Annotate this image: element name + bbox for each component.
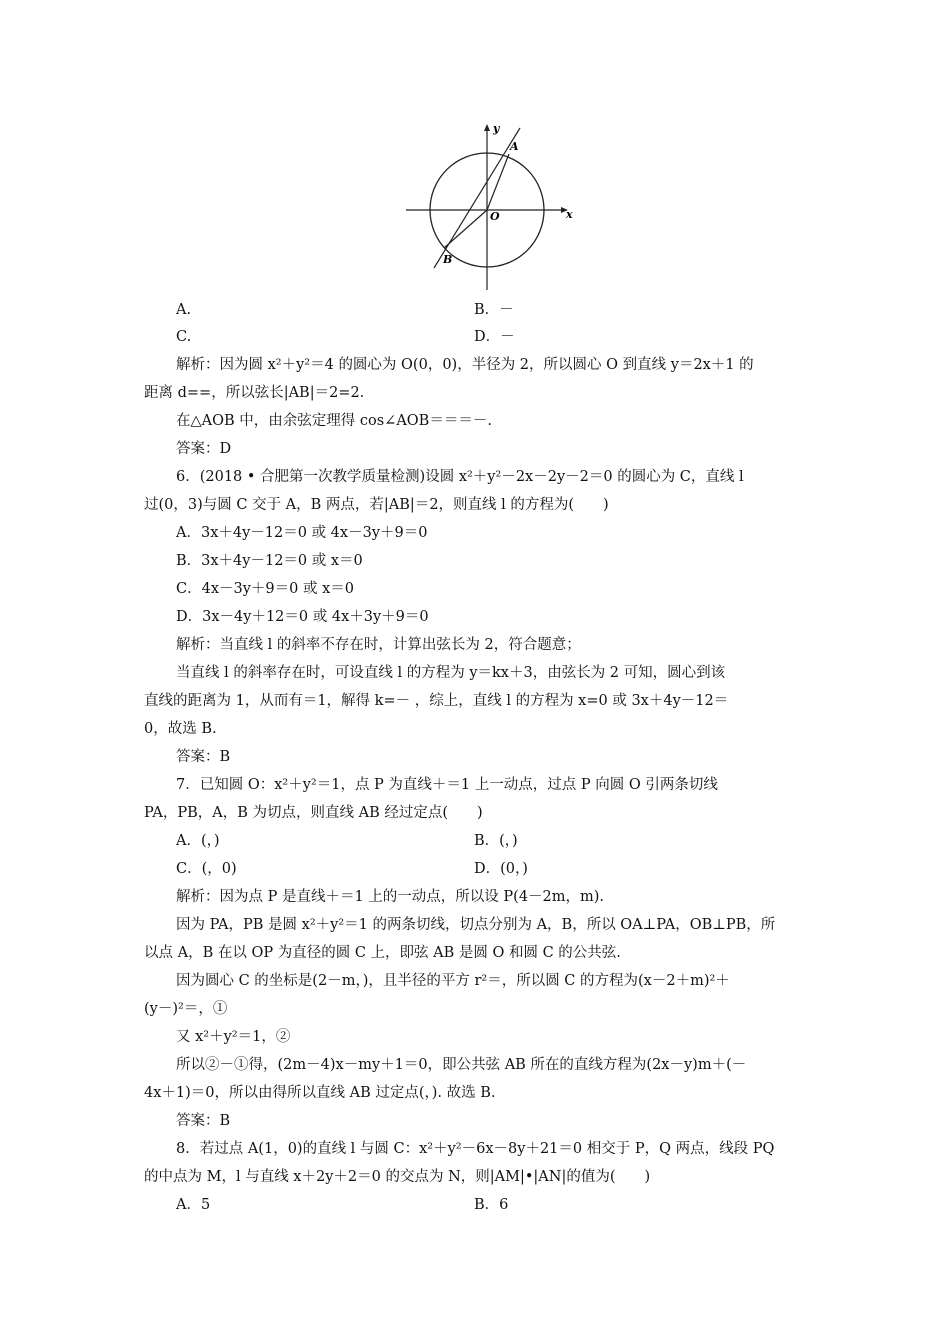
analysis-line: 以点 A，B 在以 OP 为直径的圆 C 上，即弦 AB 是圆 O 和圆 C 的公共弦. <box>144 945 621 961</box>
question-6: 6．(2018 • 合肥第一次教学质量检测)设圆 x²＋y²－2x－2y－2＝0 的圆心为 C，直线 l <box>176 469 744 485</box>
analysis-line: 又 x²＋y²＝1，② <box>176 1029 291 1045</box>
option-a: A. <box>176 302 192 318</box>
y-axis-arrow <box>484 124 490 131</box>
option-d: D．(0，) <box>474 861 528 877</box>
option-d: D．－ <box>474 329 515 345</box>
segment-oa <box>487 154 509 210</box>
analysis-line: 当直线 l 的斜率存在时，可设直线 l 的方程为 y＝kx＋3，由弦长为 2 可知，圆心到该 <box>176 665 726 681</box>
answer-line: 答案：D <box>176 441 232 457</box>
point-a-label: A <box>510 140 519 153</box>
analysis-line: 解析：因为圆 x²＋y²＝4 的圆心为 O(0，0)，半径为 2，所以圆心 O 到直线 y＝2x＋1 的 <box>176 357 754 373</box>
analysis-line: 解析：因为点 P 是直线＋＝1 上的一动点，所以设 P(4－2m，m). <box>176 889 605 905</box>
question-8-cont: 的中点为 M，l 与直线 x＋2y＋2＝0 的交点为 N，则|AM|•|AN|的值为( ) <box>144 1169 651 1185</box>
option-b: B．(，) <box>474 833 518 849</box>
answer-line: 答案：B <box>176 1113 231 1129</box>
analysis-line: 距离 d==，所以弦长|AB|＝2=2. <box>144 385 365 401</box>
analysis-line: 所以②－①得，(2m－4)x－my＋1＝0，即公共弦 AB 所在的直线方程为(2x－y)m＋(－ <box>176 1057 747 1073</box>
circle-figure <box>0 0 950 300</box>
answer-line: 答案：B <box>176 749 231 765</box>
y-label: y <box>493 122 500 135</box>
question-8: 8．若过点 A(1，0)的直线 l 与圆 C：x²＋y²－6x－8y＋21＝0 相交于 P，Q 两点，线段 PQ <box>176 1141 775 1157</box>
question-7-cont: PA，PB，A，B 为切点，则直线 AB 经过定点( ) <box>144 805 483 821</box>
analysis-line: (y－)²＝，① <box>144 1001 228 1017</box>
point-b-label: B <box>443 253 453 266</box>
origin-label: O <box>490 210 500 223</box>
question-6-cont: 过(0，3)与圆 C 交于 A，B 两点，若|AB|＝2，则直线 l 的方程为( ) <box>144 497 609 513</box>
option-d: D．3x－4y＋12＝0 或 4x＋3y＋9＝0 <box>176 609 429 625</box>
option-b: B．6 <box>474 1197 509 1213</box>
option-a: A．(，) <box>176 833 220 849</box>
option-c: C．(，0) <box>176 861 237 877</box>
line-l <box>434 128 520 268</box>
x-label: x <box>566 208 573 221</box>
option-a: A．5 <box>176 1197 211 1213</box>
analysis-line: 因为 PA，PB 是圆 x²＋y²＝1 的两条切线，切点分别为 A，B，所以 OA⊥PA，OB⊥PB，所 <box>176 917 776 933</box>
analysis-line: 因为圆心 C 的坐标是(2－m，)，且半径的平方 r²＝，所以圆 C 的方程为(x－2＋m)²＋ <box>176 973 730 989</box>
analysis-line: 解析：当直线 l 的斜率不存在时，计算出弦长为 2，符合题意； <box>176 637 581 653</box>
option-b: B．3x＋4y－12＝0 或 x＝0 <box>176 553 363 569</box>
analysis-line: 直线的距离为 1，从而有＝1，解得 k=－ ，综上，直线 l 的方程为 x=0 或 3x＋4y－12＝ <box>144 693 729 709</box>
option-b: B．－ <box>474 302 514 318</box>
option-c: C．4x－3y＋9＝0 或 x＝0 <box>176 581 354 597</box>
analysis-line: 在△AOB 中，由余弦定理得 cos∠AOB＝＝＝－. <box>176 413 492 429</box>
analysis-line: 4x＋1)＝0，所以由得所以直线 AB 过定点(，). 故选 B. <box>144 1085 496 1101</box>
option-a: A．3x＋4y－12＝0 或 4x－3y＋9＝0 <box>176 525 428 541</box>
question-7: 7．已知圆 O：x²＋y²＝1，点 P 为直线＋＝1 上一动点，过点 P 向圆 O 引两条切线 <box>176 777 718 793</box>
analysis-line: 0，故选 B. <box>144 721 217 737</box>
option-c: C. <box>176 329 192 345</box>
